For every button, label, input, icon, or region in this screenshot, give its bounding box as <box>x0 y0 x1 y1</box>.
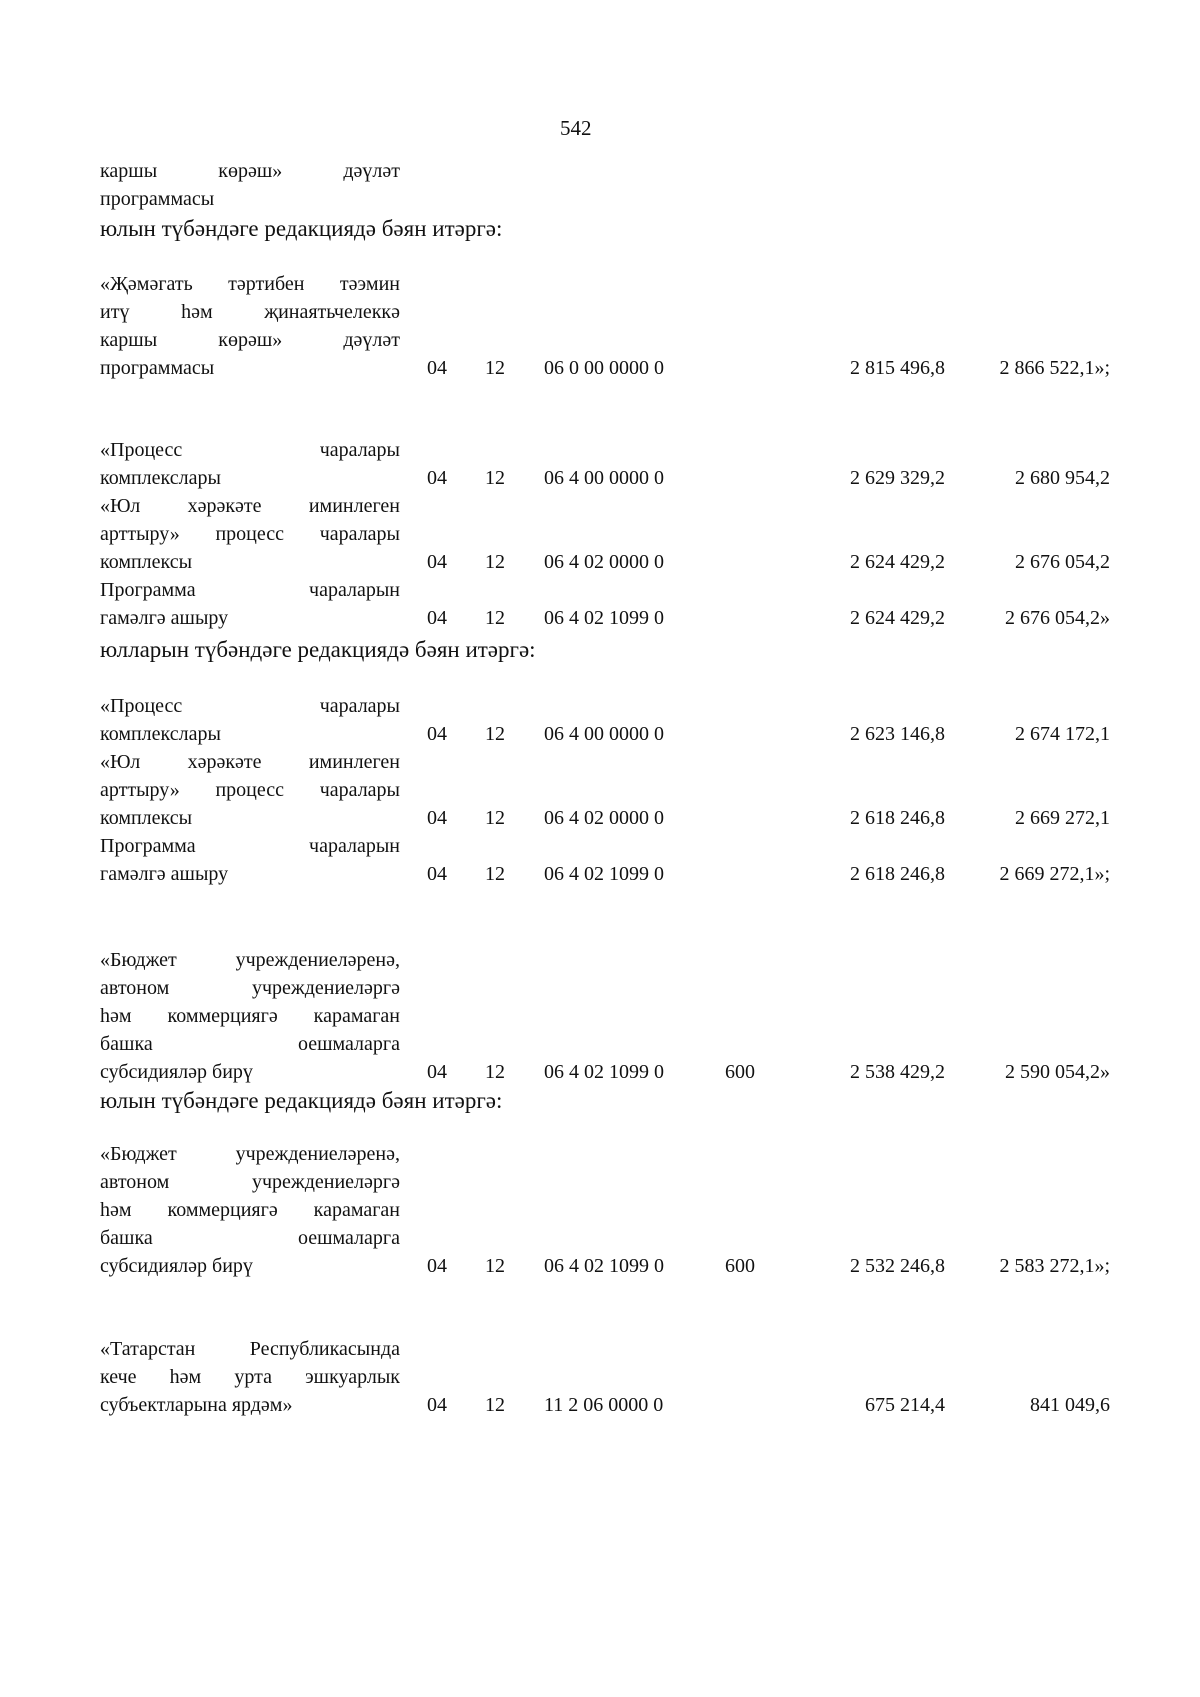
target-article-code: 06 4 02 1099 0 <box>544 1255 664 1277</box>
amount-year-1: 2 624 429,2 <box>850 551 945 573</box>
section-code: 04 <box>427 807 447 829</box>
row-label-line: «Процесс чаралары <box>100 695 400 717</box>
row-label-line: программасы <box>100 188 215 210</box>
instruction-line: юлын түбәндәге редакциядә бәян итәргә: <box>100 216 503 241</box>
table-row <box>100 1140 1110 1280</box>
row-label-line: «Юл хәрәкәте иминлеген <box>100 495 400 517</box>
subsection-code: 12 <box>485 357 505 379</box>
target-article-code: 06 4 02 0000 0 <box>544 551 664 573</box>
section-code: 04 <box>427 723 447 745</box>
row-label <box>100 1335 400 1419</box>
section-code: 04 <box>427 863 447 885</box>
row-label-line: автоном учреждениеләргә <box>100 977 400 999</box>
amount-year-1: 2 532 246,8 <box>850 1255 945 1277</box>
row-label <box>100 492 400 576</box>
row-label-line: «Татарстан Республикасында <box>100 1338 400 1360</box>
row-label-line: каршы көрәш» дәүләт <box>100 329 400 351</box>
row-label <box>100 1140 400 1280</box>
row-label-line: һәм коммерциягә карамаган <box>100 1199 400 1221</box>
table-row <box>100 576 1110 632</box>
target-article-code: 06 4 00 0000 0 <box>544 467 664 489</box>
row-label <box>100 157 400 213</box>
amount-year-1: 2 629 329,2 <box>850 467 945 489</box>
row-label-line: программасы <box>100 357 215 379</box>
row-label-line: һәм коммерциягә карамаган <box>100 1005 400 1027</box>
section-code: 04 <box>427 357 447 379</box>
amount-year-1: 2 623 146,8 <box>850 723 945 745</box>
amount-year-2: 2 669 272,1 <box>1015 807 1110 829</box>
table-row <box>100 832 1110 888</box>
row-label-line: арттыру» процесс чаралары <box>100 779 400 801</box>
row-label-line: башка оешмаларга <box>100 1227 400 1249</box>
row-label-line: субсидияләр бирү <box>100 1061 253 1083</box>
subsection-code: 12 <box>485 467 505 489</box>
row-label-line: «Процесс чаралары <box>100 439 400 461</box>
row-label-line: Программа чараларын <box>100 835 400 857</box>
row-label <box>100 692 400 748</box>
subsection-code: 12 <box>485 1394 505 1416</box>
row-label <box>100 576 400 632</box>
section-code: 04 <box>427 607 447 629</box>
amount-year-2: 2 680 954,2 <box>1015 467 1110 489</box>
subsection-code: 12 <box>485 1061 505 1083</box>
target-article-code: 11 2 06 0000 0 <box>544 1394 664 1416</box>
amount-year-2: 2 676 054,2 <box>1015 551 1110 573</box>
row-label-line: гамәлгә ашыру <box>100 863 229 885</box>
subsection-code: 12 <box>485 723 505 745</box>
subsection-code: 12 <box>485 551 505 573</box>
row-label-line: комплекслары <box>100 723 221 745</box>
expense-type-code: 600 <box>725 1255 755 1277</box>
row-label-line: «Юл хәрәкәте иминлеген <box>100 751 400 773</box>
instruction-line: юлын түбәндәге редакциядә бәян итәргә: <box>100 1088 503 1113</box>
section-code: 04 <box>427 467 447 489</box>
row-label-line: автоном учреждениеләргә <box>100 1171 400 1193</box>
subsection-code: 12 <box>485 1255 505 1277</box>
amount-year-1: 2 618 246,8 <box>850 807 945 829</box>
table-row <box>100 946 1110 1086</box>
section-code: 04 <box>427 1061 447 1083</box>
amount-year-2: 2 583 272,1»; <box>999 1255 1110 1277</box>
subsection-code: 12 <box>485 807 505 829</box>
amount-year-1: 675 214,4 <box>865 1394 945 1416</box>
section-code: 04 <box>427 1394 447 1416</box>
row-label-line: «Бюджет учреждениеләренә, <box>100 1143 400 1165</box>
row-label-line: комплексы <box>100 551 193 573</box>
row-label <box>100 748 400 832</box>
row-label-line: «Бюджет учреждениеләренә, <box>100 949 400 971</box>
table-row <box>100 692 1110 748</box>
amount-year-2: 841 049,6 <box>1030 1394 1110 1416</box>
table-row <box>100 492 1110 576</box>
subsection-code: 12 <box>485 607 505 629</box>
amount-year-1: 2 624 429,2 <box>850 607 945 629</box>
table-row-continuation <box>100 157 1110 213</box>
target-article-code: 06 4 02 0000 0 <box>544 807 664 829</box>
row-label-line: субъектларына ярдәм» <box>100 1394 293 1416</box>
row-label-line: кече һәм урта эшкуарлык <box>100 1366 400 1388</box>
row-label-line: гамәлгә ашыру <box>100 607 229 629</box>
section-code: 04 <box>427 551 447 573</box>
subsection-code: 12 <box>485 863 505 885</box>
row-label-line: итү һәм җинаятьчелеккә <box>100 301 400 323</box>
row-label-line: комплексы <box>100 807 193 829</box>
row-label-line: башка оешмаларга <box>100 1033 400 1055</box>
amount-year-1: 2 618 246,8 <box>850 863 945 885</box>
page-number: 542 <box>560 116 592 140</box>
table-row <box>100 270 1110 382</box>
section-code: 04 <box>427 1255 447 1277</box>
target-article-code: 06 4 02 1099 0 <box>544 1061 664 1083</box>
amount-year-1: 2 538 429,2 <box>850 1061 945 1083</box>
amount-year-2: 2 866 522,1»; <box>999 357 1110 379</box>
amount-year-2: 2 669 272,1»; <box>999 863 1110 885</box>
amount-year-2: 2 674 172,1 <box>1015 723 1110 745</box>
row-label-line: комплекслары <box>100 467 221 489</box>
amount-year-2: 2 590 054,2» <box>1005 1061 1110 1083</box>
target-article-code: 06 4 02 1099 0 <box>544 607 664 629</box>
table-row <box>100 436 1110 492</box>
row-label-line: Программа чараларын <box>100 579 400 601</box>
row-label <box>100 946 400 1086</box>
row-label <box>100 436 400 492</box>
amount-year-1: 2 815 496,8 <box>850 357 945 379</box>
row-label-line: «Җәмәгать тәртибен тәэмин <box>100 273 400 295</box>
row-label-line: арттыру» процесс чаралары <box>100 523 400 545</box>
row-label-line: субсидияләр бирү <box>100 1255 253 1277</box>
row-label <box>100 832 400 888</box>
amount-year-2: 2 676 054,2» <box>1005 607 1110 629</box>
target-article-code: 06 0 00 0000 0 <box>544 357 664 379</box>
table-row <box>100 748 1110 832</box>
row-label-line: каршы көрәш» дәүләт <box>100 160 400 182</box>
target-article-code: 06 4 02 1099 0 <box>544 863 664 885</box>
target-article-code: 06 4 00 0000 0 <box>544 723 664 745</box>
expense-type-code: 600 <box>725 1061 755 1083</box>
table-row <box>100 1335 1110 1419</box>
instruction-line: юлларын түбәндәге редакциядә бәян итәргә: <box>100 637 536 662</box>
row-label <box>100 270 400 382</box>
